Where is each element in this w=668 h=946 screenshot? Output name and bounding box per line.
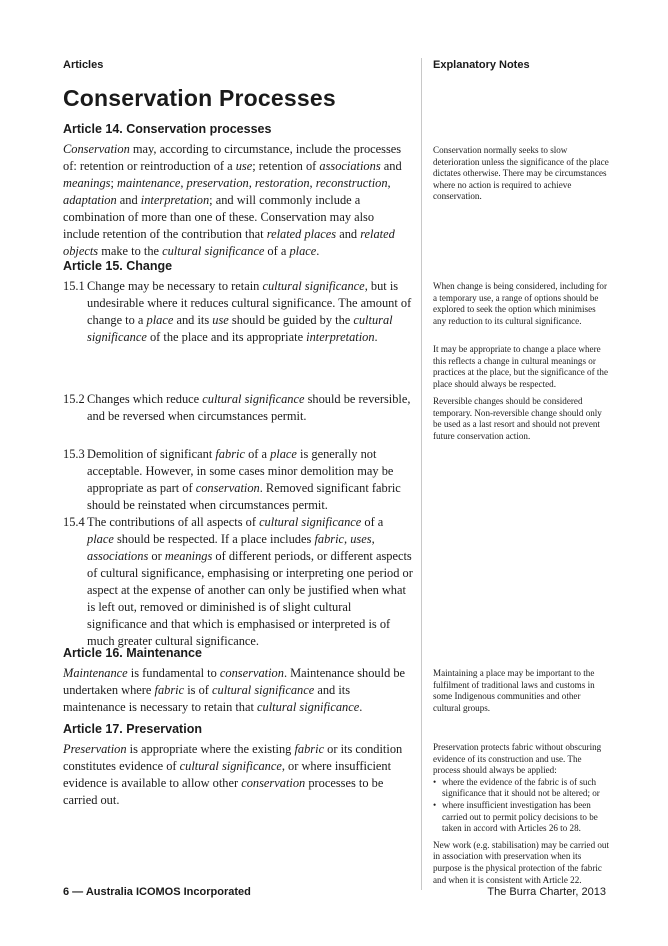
clause-number: 15.4 (63, 515, 85, 529)
article-14-note: Conservation normally seeks to slow deterioration unless the significance of the place dictates otherwise. There may be circumstances where no action is required to achieve conservation. (433, 145, 609, 202)
article-15-heading: Article 15. Change (63, 259, 173, 273)
article-17-note-2: New work (e.g. stabilisation) may be carried out in association with preservation when its purpose is the physical protection of the fabric and when it is consistent with Article 22. (433, 839, 610, 885)
article-16-text: Maintenance is fundamental to conservation. Maintenance should be undertaken where fabric is of cultural significance and its maintenance is necessary to retain that cultural significance. (63, 666, 406, 714)
article-17-text: Preservation is appropriate where the existing fabric or its condition constitutes evidence of cultural significance, or where insufficient evidence is available to allow other conservation processes to be carried out. (63, 742, 403, 807)
article-15-note-3: Reversible changes should be considered temporary. Non-reversible change should only be used as a last resort and should not prevent future conservation action. (433, 396, 602, 441)
notes-column-heading: Explanatory Notes (433, 59, 530, 71)
list-item: • where insufficient investigation has been carried out to permit policy decisions to be taken in accord with Articles 26 to 28. (433, 799, 598, 834)
clause-number: 15.3 (63, 447, 85, 461)
bullet-icon: • (433, 799, 437, 810)
article-14-heading: Article 14. Conservation processes (63, 122, 272, 136)
article-14-text: Conservation may, according to circumstance, include the processes of: retention or reintroduction of a use; retention of associations and meanings; maintenance, preservation, restoration, reconstruction, adaptation and interpretation; and will commonly include a combination of more than one of these. Conservation may also include retention of the contribution that related places and related objects make to the cultural significance of a place. (63, 142, 402, 258)
clause-number: 15.2 (63, 392, 85, 406)
footer-document-title: The Burra Charter, 2013 (487, 886, 606, 898)
article-15-note-1: When change is being considered, including for a temporary use, a range of options should be explored to seek the option which minimises any reduction to its cultural significance. (433, 281, 607, 326)
article-15-note-2: It may be appropriate to change a place where this reflects a change in cultural meanings or practices at the place, but the significance of the place should always be respected. (433, 344, 608, 389)
column-divider (421, 58, 422, 890)
clause-15-3: 15.3 Demolition of significant fabric of a place is generally not acceptable. However, in some cases minor demolition may be appropriate as part of conservation. Removed significant fabric should be reinstated when circumstances permit. (63, 447, 401, 512)
list-item: • where the evidence of the fabric is of such significance that it should not be altered; or (433, 776, 600, 799)
article-17-note (433, 742, 609, 886)
article-16-note: Maintaining a place may be important to the fulfilment of traditional laws and customs in some Indigenous communities and other cultural groups. (433, 668, 595, 713)
clause-15-2: 15.2 Changes which reduce cultural significance should be reversible, and be reversed when circumstances permit. (63, 392, 411, 423)
clause-number: 15.1 (63, 279, 85, 293)
article-17-note-bullets (433, 777, 609, 835)
footer-publisher: 6 — Australia ICOMOS Incorporated (63, 886, 251, 898)
page-title: Conservation Processes (63, 85, 336, 111)
article-17-heading: Article 17. Preservation (63, 722, 202, 736)
articles-column-heading: Articles (63, 59, 104, 71)
article-17-note-intro: Preservation protects fabric without obscuring evidence of its construction and use. The process should always be applied: (433, 742, 602, 776)
article-16-heading: Article 16. Maintenance (63, 646, 202, 660)
clause-15-4: 15.4 The contributions of all aspects of cultural significance of a place should be respected. If a place includes fabric, uses, associations or meanings of different periods, or different aspects of cultural significance, emphasising or interpreting one period or aspect at the expense of another can only be justified when what is left out, removed or diminished is of slight cultural significance and that which is emphasised or interpreted is of much greater cultural significance. (63, 515, 413, 648)
clause-15-1: 15.1 Change may be necessary to retain cultural significance, but is undesirable where it reduces cultural significance. The amount of change to a place and its use should be guided by the cultural significance of the place and its appropriate interpretation. (63, 279, 412, 344)
bullet-icon: • (433, 776, 437, 787)
